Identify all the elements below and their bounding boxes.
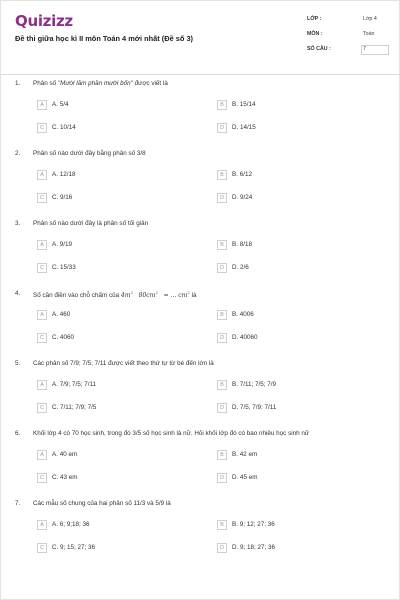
math-equals: = [163, 292, 169, 299]
option-letter-box[interactable]: B [217, 310, 227, 320]
option-letter-box[interactable]: A [37, 240, 47, 250]
worksheet-header [1, 1, 400, 75]
option-letter-box[interactable]: C [37, 193, 47, 203]
option-text: B. 6/12 [232, 171, 252, 178]
question-number: 7. [15, 500, 21, 507]
math-exponent: 2 [130, 290, 133, 295]
option-text: D. 9/24 [232, 194, 253, 201]
option-text: A. 460 [52, 311, 71, 318]
option-text: B. 9; 12; 27; 36 [232, 521, 275, 528]
option-text: B. 42 em [232, 451, 258, 458]
question-text: Phân số nào dưới đây bằng phân số 3/8 [33, 150, 146, 157]
math-exponent: 2 [155, 290, 158, 295]
option-letter-box[interactable]: D [217, 263, 227, 273]
option-letter-box[interactable]: B [217, 240, 227, 250]
option-text: D. 2/6 [232, 264, 249, 271]
option-letter-box[interactable]: A [37, 170, 47, 180]
question-text: Khối lớp 4 có 70 học sinh, trong đó 3/5 số học sinh là nữ. Hỏi khối lớp đó có bao nhiêu học sinh nữ [33, 430, 310, 437]
math-term: 4m [120, 292, 131, 299]
question-text: Phân số nào dưới đây là phân số tối giản [33, 220, 149, 227]
meta-row-class [307, 15, 389, 25]
option-text: C. 4060 [52, 334, 75, 341]
option-letter-box[interactable]: A [37, 100, 47, 110]
option-text: A. 9/19 [52, 241, 72, 248]
option-letter-box[interactable]: C [37, 123, 47, 133]
question-number: 5. [15, 360, 21, 367]
question-text-italic: "Mười lăm phần mười bốn" [57, 80, 133, 87]
option-letter-box[interactable]: D [217, 403, 227, 413]
option-text: C. 15/33 [52, 264, 76, 271]
meta-row-subject [307, 30, 389, 40]
meta-label: LỚP : [307, 16, 322, 22]
option-letter-box[interactable]: A [37, 520, 47, 530]
option-text: C. 43 em [52, 474, 78, 481]
math-term: 80cm [138, 292, 156, 299]
option-letter-box[interactable]: A [37, 310, 47, 320]
question-number: 1. [15, 80, 21, 87]
meta-value: 7 [363, 46, 366, 52]
option-text: D. 14/15 [232, 124, 256, 131]
option-text: D. 45 em [232, 474, 258, 481]
math-exponent: 2 [187, 290, 190, 295]
option-letter-box[interactable]: C [37, 543, 47, 553]
meta-value: Toán [363, 31, 375, 37]
option-letter-box[interactable]: D [217, 543, 227, 553]
meta-label: MÔN : [307, 31, 323, 37]
math-term: ... cm [170, 292, 188, 299]
question-number: 6. [15, 430, 21, 437]
question-number: 3. [15, 220, 21, 227]
question-text-suffix: được viết là [132, 80, 168, 87]
option-text: A. 7/9; 7/5; 7/11 [52, 381, 96, 388]
question-text [33, 290, 196, 299]
option-letter-box[interactable]: D [217, 123, 227, 133]
option-text: A. 5/4 [52, 101, 69, 108]
option-text: B. 15/14 [232, 101, 256, 108]
meta-value: Lớp 4 [363, 16, 377, 22]
option-letter-box[interactable]: B [217, 450, 227, 460]
worksheet-title: Đề thi giữa học kì II môn Toán 4 mới nhất (Đề số 3) [15, 34, 194, 43]
option-text: C. 7/11; 7/9; 7/5 [52, 404, 97, 411]
option-letter-box[interactable]: C [37, 403, 47, 413]
option-text: C. 9; 15; 27; 36 [52, 544, 96, 551]
option-text: D. 7/5, 7/9; 7/11 [232, 404, 277, 411]
question-text: Các mẫu số chung của hai phân số 11/3 và 5/9 là [33, 500, 171, 507]
meta-label: SỐ CÂU : [307, 46, 331, 52]
option-letter-box[interactable]: C [37, 473, 47, 483]
option-text: A. 40 em [52, 451, 78, 458]
option-letter-box[interactable]: D [217, 473, 227, 483]
question-text-suffix: là [189, 292, 197, 299]
option-letter-box[interactable]: D [217, 333, 227, 343]
option-text: D. 9; 18; 27; 36 [232, 544, 276, 551]
option-text: B. 7/11; 7/5; 7/9 [232, 381, 276, 388]
option-letter-box[interactable]: B [217, 380, 227, 390]
option-text: B. 8/18 [232, 241, 252, 248]
option-text: A. 12/18 [52, 171, 76, 178]
quizizz-logo: Quizizz [15, 12, 73, 30]
option-letter-box[interactable]: A [37, 380, 47, 390]
question-number: 4. [15, 290, 21, 297]
question-text: Các phân số 7/9; 7/5; 7/11 được viết theo thứ tự từ bé đến lớn là [33, 360, 214, 367]
option-text: A. 6; 9;18; 36 [52, 521, 90, 528]
option-letter-box[interactable]: B [217, 520, 227, 530]
option-text: C. 9/16 [52, 194, 73, 201]
question-number: 2. [15, 150, 21, 157]
option-letter-box[interactable]: C [37, 333, 47, 343]
option-text: B. 4006 [232, 311, 254, 318]
question-text [33, 80, 168, 87]
option-letter-box[interactable]: B [217, 100, 227, 110]
question-text-prefix: Phân số [33, 80, 58, 87]
option-text: D. 40060 [232, 334, 258, 341]
option-letter-box[interactable]: C [37, 263, 47, 273]
meta-row-count [307, 45, 389, 55]
option-letter-box[interactable]: B [217, 170, 227, 180]
option-letter-box[interactable]: A [37, 450, 47, 460]
math-expression [121, 292, 190, 299]
option-text: C. 10/14 [52, 124, 76, 131]
question-text-prefix: Số cần điền vào chỗ chấm của [33, 292, 121, 299]
option-letter-box[interactable]: D [217, 193, 227, 203]
